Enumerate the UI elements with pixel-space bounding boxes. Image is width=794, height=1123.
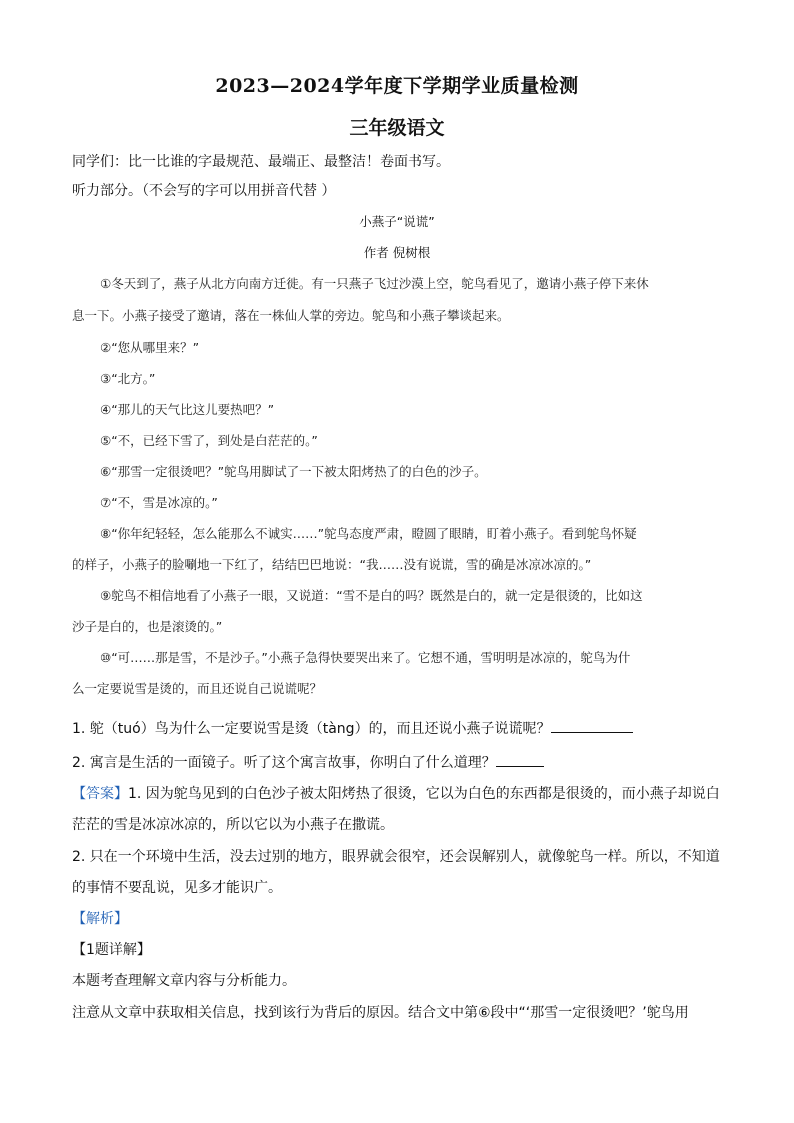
question-1 bbox=[72, 718, 633, 739]
story-paragraph-8-line-1: ⑧“你年纪轻轻，怎么能那么不诚实……”鸵鸟态度严肃，瞪圆了眼睛，盯着小燕子。看到鸵鸟怀疑 bbox=[100, 526, 637, 541]
story-paragraph-8-line-2: 的样子，小燕子的脸唰地一下红了，结结巴巴地说：“我……没有说谎，雪的确是冰凉冰凉的。” bbox=[72, 557, 592, 572]
analysis-label: 【解析】 bbox=[72, 911, 128, 927]
story-paragraph-7: ⑦“不，雪是冰凉的。” bbox=[100, 495, 218, 510]
question-2-text: 2. 寓言是生活的一面镜子。听了这个寓言故事，你明白了什么道理？ bbox=[72, 755, 496, 771]
answer-2-line-2: 的事情不要乱说，见多才能识广。 bbox=[72, 880, 282, 896]
story-title: 小燕子“说谎” bbox=[359, 214, 435, 229]
question-1-answer-blank[interactable] bbox=[551, 718, 633, 733]
story-paragraph-3: ③“北方。” bbox=[100, 371, 156, 386]
story-paragraph-6: ⑥“那雪一定很烫吧？”鸵鸟用脚试了一下被太阳烤热了的白色的沙子。 bbox=[100, 464, 487, 479]
analysis-detail-label: 【1题详解】 bbox=[72, 942, 151, 958]
analysis-line-2: 注意从文章中获取相关信息，找到该行为背后的原因。结合文中第⑥段中“‘那雪一定很烫吧？’鸵鸟用 bbox=[72, 1005, 689, 1021]
intro-listening: 听力部分。（不会写的字可以用拼音代替 ） bbox=[72, 183, 336, 199]
answer-1-text: 1. 因为鸵鸟见到的白色沙子被太阳烤热了很烫，它以为白色的东西都是很烫的，而小燕子却说白 bbox=[128, 786, 720, 802]
story-paragraph-1-line-2: 息一下。小燕子接受了邀请，落在一株仙人掌的旁边。鸵鸟和小燕子攀谈起来。 bbox=[72, 308, 510, 323]
story-author: 作者 倪树根 bbox=[363, 245, 431, 260]
answer-1-line-1 bbox=[72, 784, 720, 804]
story-paragraph-1-line-1: ①冬天到了，燕子从北方向南方迁徙。有一只燕子飞过沙漠上空，鸵鸟看见了，邀请小燕子停下来休 bbox=[100, 276, 649, 291]
story-paragraph-9-line-1: ⑨鸵鸟不相信地看了小燕子一眼，又说道：“雪不是白的吗？既然是白的，就一定是很烫的，比如这 bbox=[100, 588, 643, 603]
story-paragraph-2: ②“您从哪里来？” bbox=[100, 340, 200, 355]
analysis-line-1: 本题考查理解文章内容与分析能力。 bbox=[72, 973, 296, 989]
story-paragraph-10-line-2: 么一定要说雪是烫的，而且还说自己说谎呢？ bbox=[72, 681, 323, 696]
story-paragraph-9-line-2: 沙子是白的，也是滚烫的。” bbox=[72, 619, 223, 634]
question-2-answer-blank[interactable] bbox=[496, 752, 544, 767]
exam-title: 2023—2024学年度下学期学业质量检测 bbox=[215, 75, 579, 97]
question-2 bbox=[72, 752, 544, 773]
intro-greeting: 同学们：比一比谁的字最规范、最端正、最整洁！卷面书写。 bbox=[72, 154, 450, 170]
exam-subtitle: 三年级语文 bbox=[349, 117, 445, 139]
answer-label: 【答案】 bbox=[72, 786, 128, 802]
story-paragraph-5: ⑤“不，已经下雪了，到处是白茫茫的。” bbox=[100, 433, 318, 448]
story-paragraph-4: ④“那儿的天气比这儿要热吧？” bbox=[100, 402, 275, 417]
answer-1-line-2: 茫茫的雪是冰凉冰凉的，所以它以为小燕子在撒谎。 bbox=[72, 817, 394, 833]
story-paragraph-10-line-1: ⑩“可……那是雪，不是沙子。”小燕子急得快要哭出来了。它想不通，雪明明是冰凉的，鸵鸟为什 bbox=[100, 650, 631, 665]
answer-2-line-1: 2. 只在一个环境中生活，没去过别的地方，眼界就会很窄，还会误解别人，就像鸵鸟一样。所以，不知道 bbox=[72, 849, 720, 865]
question-1-text: 1. 鸵（tuó）鸟为什么一定要说雪是烫（tàng）的，而且还说小燕子说谎呢？ bbox=[72, 721, 551, 737]
